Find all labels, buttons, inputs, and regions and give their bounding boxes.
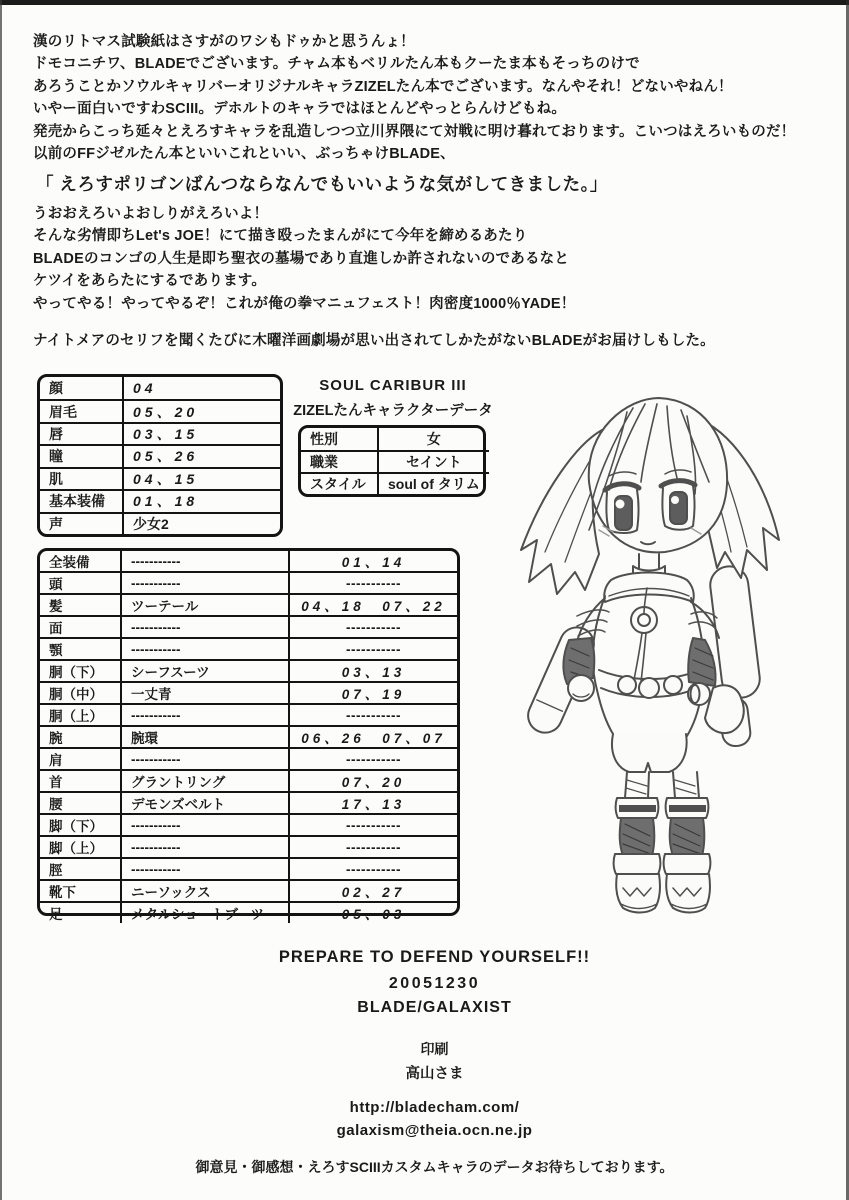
part-item: -----------: [120, 551, 288, 571]
footer-feedback-line: 御意見・御感想・えろすSCIIIカスタムキャラのデータお待ちしております。: [195, 1159, 674, 1175]
row-label: 声: [40, 512, 122, 534]
row-label: 基本装備: [40, 489, 122, 511]
intro-paragraph: [33, 31, 795, 165]
row-value: 04: [122, 377, 280, 399]
row-label: スタイル: [301, 472, 377, 494]
part-value: 03、13: [288, 659, 457, 681]
part-item: -----------: [120, 857, 288, 879]
row-value: 04、15: [122, 467, 280, 489]
part-value: 07、19: [288, 681, 457, 703]
text-line: やってやる！やってやるぞ！これが俺の拳マニュフェスト！肉密度1000％YADE！: [33, 295, 576, 312]
footer-date: 20051230: [388, 975, 481, 992]
scan-edge-top: [0, 0, 849, 5]
text-line: うおおえろいよおしりがえろいよ！: [33, 206, 269, 222]
part-value: 17、13: [288, 791, 457, 813]
part-value: 06、26 07、07: [288, 725, 457, 747]
part-label: 足: [40, 901, 120, 923]
part-value: -----------: [288, 703, 457, 725]
character-sheet-title: SOUL CARIBUR III: [319, 377, 467, 394]
part-label: 腰: [40, 791, 120, 813]
part-item: シーフスーツ: [120, 659, 288, 681]
text-line: ケツイをあらたにするであります。: [33, 273, 267, 290]
row-label: 性別: [310, 431, 338, 447]
footer-tagline: PREPARE TO DEFEND YOURSELF!!: [278, 948, 591, 966]
zizel-chibi-sketch-illustration: [477, 382, 847, 937]
footer-circle-credit: BLADE/GALAXIST: [357, 999, 512, 1016]
part-value: 02、27: [288, 879, 457, 901]
row-value: 05、20: [122, 399, 280, 421]
part-item: 一丈青: [120, 681, 288, 703]
text-line: ドモコニチワ、BLADEでございます。チャム本もベリルたん本もクーたま本もそっちのけで: [33, 56, 640, 73]
row-value: セイント: [377, 450, 489, 472]
quote-line: 「 えろすポリゴンばんつならなんでもいいような気がしてきました。」: [36, 174, 608, 194]
part-label: 胴（上）: [40, 703, 120, 725]
part-label: 首: [40, 769, 120, 791]
row-value: 女: [377, 428, 489, 450]
part-value: -----------: [288, 637, 457, 659]
row-value: 03、15: [122, 422, 280, 444]
part-label: 脛: [40, 857, 120, 879]
row-value: soul of タリム: [377, 472, 489, 494]
text-line: あろうことかソウルキャリバーオリジナルキャラZIZELたん本でございます。なんやそれ！どないやねん！: [33, 78, 733, 95]
row-value: 05、26: [122, 444, 280, 466]
part-item: -----------: [120, 835, 288, 857]
part-value: 07、20: [288, 769, 457, 791]
boot-left: [616, 874, 660, 913]
part-item: デモンズベルト: [120, 791, 288, 813]
part-item: メタルショートブーツ: [120, 901, 288, 923]
text-line: BLADEのコンゴの人生是即ち聖衣の墓場であり直進しか許されないのであるなと: [33, 250, 570, 267]
part-label: 脚（上）: [40, 835, 120, 857]
boot-right: [666, 874, 710, 913]
part-value: -----------: [288, 857, 457, 879]
part-label: 腕: [40, 725, 120, 747]
part-item: -----------: [120, 571, 288, 593]
part-value: -----------: [288, 835, 457, 857]
footer-print-label: 印刷: [420, 1041, 449, 1057]
part-label: 脚（下）: [40, 813, 120, 835]
part-label: 靴下: [40, 879, 120, 901]
part-item: 腕環: [120, 725, 288, 747]
part-label: 頭: [40, 571, 120, 593]
row-value: 少女2: [122, 512, 280, 534]
part-value: -----------: [288, 747, 457, 769]
equipment-parts-table: [37, 548, 460, 922]
part-item: -----------: [120, 615, 288, 637]
part-item: -----------: [120, 703, 288, 725]
part-value: -----------: [288, 615, 457, 637]
row-label: 顔: [49, 380, 63, 397]
row-label: 瞳: [40, 444, 122, 466]
text-line: いやー面白いですわSCIII。デホルトのキャラではほとんどやっとらんけどもね。: [33, 101, 567, 118]
part-item: ツーテール: [120, 593, 288, 615]
character-profile-table: [298, 425, 486, 497]
row-value: 01、18: [122, 489, 280, 511]
footer-website-url: http://bladecham.com/: [349, 1099, 520, 1116]
part-item: -----------: [120, 747, 288, 769]
part-item: -----------: [120, 813, 288, 835]
text-line: 発売からこっち延々とえろすキャラを乱造しつつ立川界隈にて対戦に明け暮れております。こいつはえろいものだ！: [33, 123, 796, 140]
row-label: 唇: [40, 422, 122, 444]
closing-line: ナイトメアのセリフを聞くたびに木曜洋画劇場が思い出されてしかたがないBLADEがお届けしもした。: [33, 333, 715, 349]
row-label: 眉毛: [40, 399, 122, 421]
part-item: ニーソックス: [120, 879, 288, 901]
part-value: 05、03: [288, 901, 457, 923]
text-line: 漢のリトマス試験紙はさすがのワシもドゥかと思うんょ！: [33, 34, 415, 50]
footer-printer-name: 高山さま: [405, 1066, 464, 1082]
text-line: そんな劣情即ちLet's JOE！にて描き殴ったまんがにて今年を締めるあたり: [33, 228, 528, 245]
character-sheet-subtitle: ZIZELたんキャラクターデータ: [293, 403, 493, 419]
collar: [604, 573, 694, 603]
part-item: グラントリング: [120, 769, 288, 791]
part-value: 01、14: [288, 551, 457, 571]
part-label: 髪: [40, 593, 120, 615]
part-value: 04、18 07、22: [288, 593, 457, 615]
part-value: -----------: [288, 813, 457, 835]
face-settings-table: [37, 374, 283, 537]
scan-edge-left: [0, 0, 2, 1200]
part-label: 肩: [40, 747, 120, 769]
text-line: 以前のFFジゼルたん本といいこれといい、ぶっちゃけBLADE、: [33, 146, 455, 163]
row-label: 職業: [301, 450, 377, 472]
part-label: 面: [40, 615, 120, 637]
row-label: 肌: [40, 467, 122, 489]
part-label: 胴（下）: [40, 659, 120, 681]
part-label: 顎: [40, 637, 120, 659]
body-paragraph: [33, 203, 575, 315]
part-item: -----------: [120, 637, 288, 659]
part-value: -----------: [288, 571, 457, 593]
footer-email: galaxism@theia.ocn.ne.jp: [336, 1122, 533, 1139]
part-label: 全装備: [49, 555, 90, 570]
part-label: 胴（中）: [40, 681, 120, 703]
